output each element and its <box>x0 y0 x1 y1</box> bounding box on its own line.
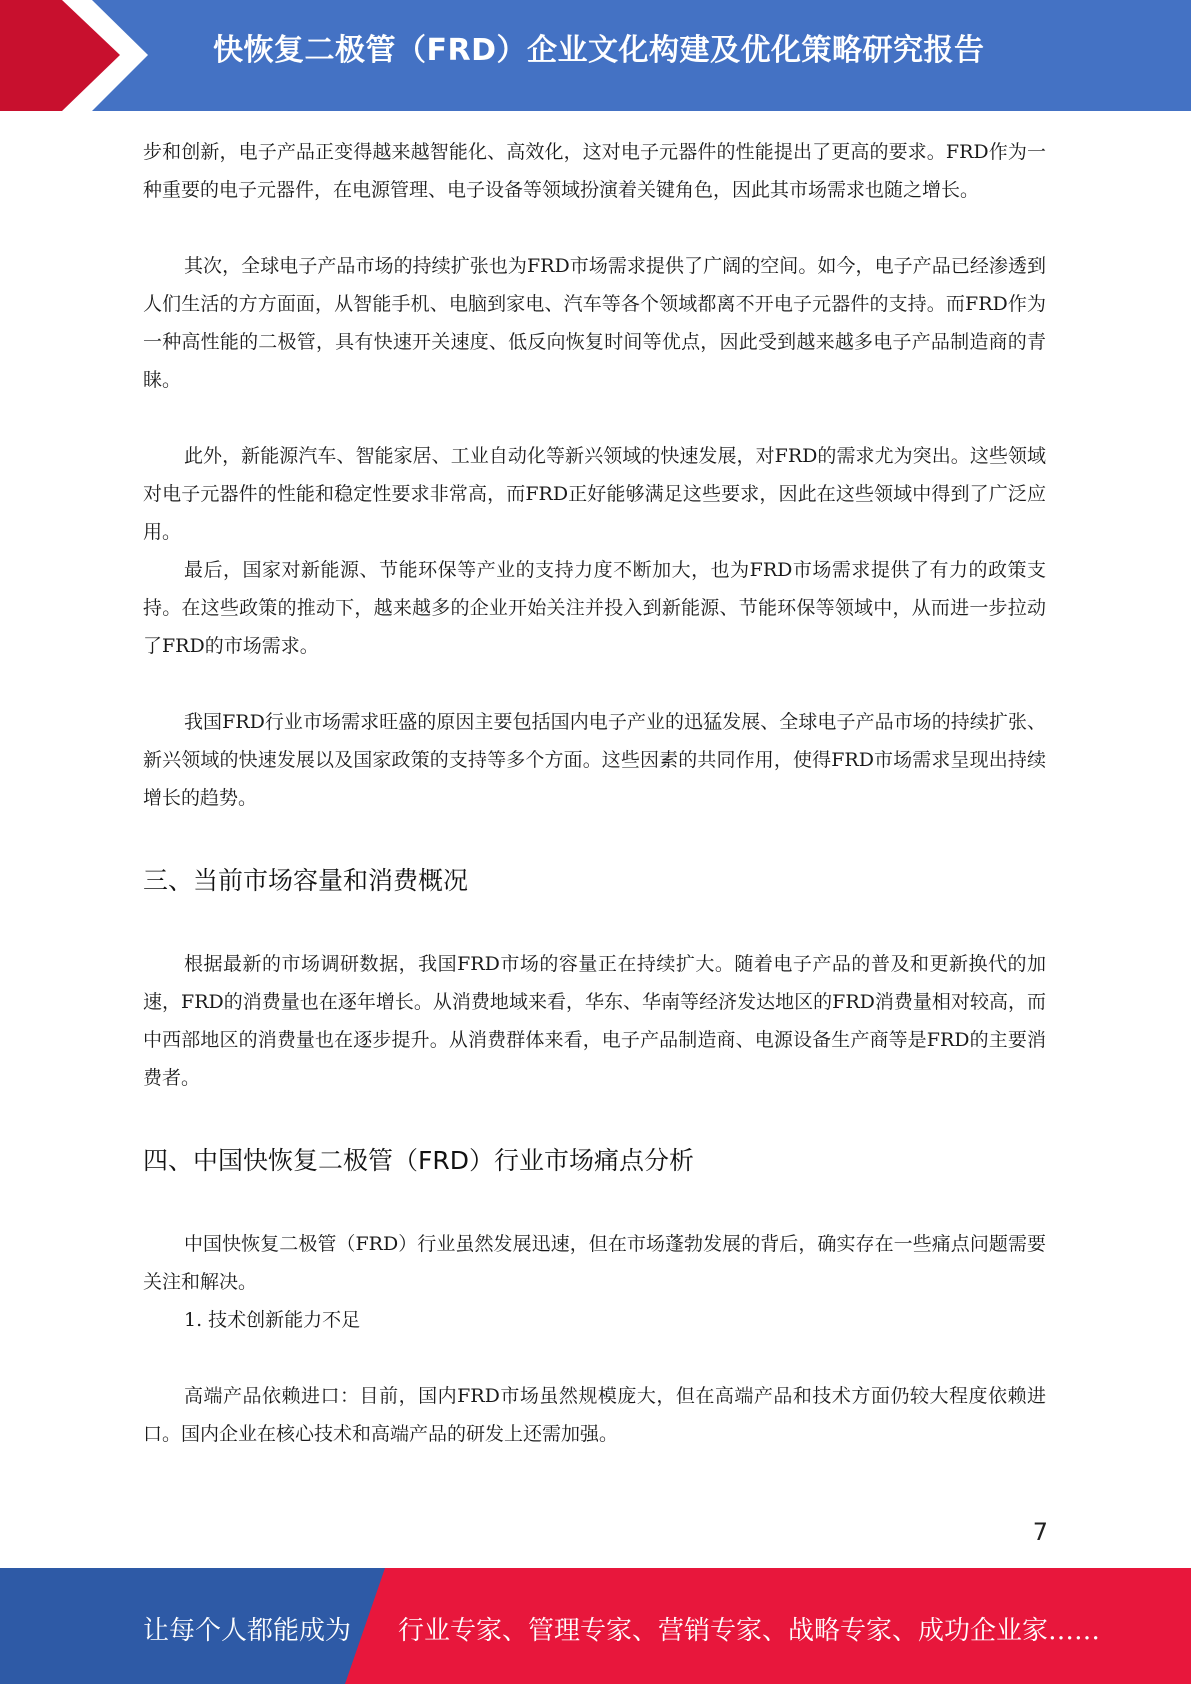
paragraph-policy-support: 最后，国家对新能源、节能环保等产业的支持力度不断加大，也为FRD市场需求提供了有力的政策支持。在这些政策的推动下，越来越多的企业开始关注并投入到新能源、节能环保等领域中，从而进一步拉动了FRD的市场需求。 <box>143 559 1046 657</box>
report-title: 快恢复二极管（FRD）企业文化构建及优化策略研究报告 <box>213 33 985 68</box>
page-footer <box>0 1568 1191 1684</box>
page-number: 7 <box>1032 1518 1048 1546</box>
paragraph-market-capacity: 根据最新的市场调研数据，我国FRD市场的容量正在持续扩大。随着电子产品的普及和更新换代的加速，FRD的消费量也在逐年增长。从消费地域来看，华东、华南等经济发达地区的FRD消费量相对较高，而中西部地区的消费量也在逐步提升。从消费群体来看，电子产品制造商、电源设备生产商等是FRD的主要消费者。 <box>143 953 1046 1089</box>
paragraph-continuation: 步和创新，电子产品正变得越来越智能化、高效化，这对电子元器件的性能提出了更高的要求。FRD作为一种重要的电子元器件，在电源管理、电子设备等领域扮演着关键角色，因此其市场需求也随之增长。 <box>143 141 1046 201</box>
paragraph-pain-points-intro: 中国快恢复二极管（FRD）行业虽然发展迅速，但在市场蓬勃发展的背后，确实存在一些痛点问题需要关注和解决。 <box>143 1233 1046 1293</box>
header-arrow-icon <box>0 0 160 111</box>
section-heading-4: 四、中国快恢复二极管（FRD）行业市场痛点分析 <box>143 1146 695 1175</box>
list-item: 1. 技术创新能力不足 <box>184 1309 361 1331</box>
page-header <box>0 0 1191 111</box>
document-body <box>143 133 1046 1453</box>
section-heading-3: 三、当前市场容量和消费概况 <box>143 866 469 895</box>
paragraph-emerging-fields: 此外，新能源汽车、智能家居、工业自动化等新兴领域的快速发展，对FRD的需求尤为突出。这些领域对电子元器件的性能和稳定性要求非常高，而FRD正好能够满足这些要求，因此在这些领域中得到了广泛应用。 <box>143 445 1046 543</box>
paragraph-summary: 我国FRD行业市场需求旺盛的原因主要包括国内电子产业的迅猛发展、全球电子产品市场的持续扩张、新兴领域的快速发展以及国家政策的支持等多个方面。这些因素的共同作用，使得FRD市场需求呈现出持续增长的趋势。 <box>143 711 1046 809</box>
footer-slogan-right: 行业专家、管理专家、营销专家、战略专家、成功企业家…… <box>398 1616 1101 1646</box>
paragraph-import-dependence: 高端产品依赖进口：目前，国内FRD市场虽然规模庞大，但在高端产品和技术方面仍较大程度依赖进口。国内企业在核心技术和高端产品的研发上还需加强。 <box>143 1385 1046 1445</box>
footer-slogan-left: 让每个人都能成为 <box>143 1616 352 1646</box>
paragraph-global-market: 其次，全球电子产品市场的持续扩张也为FRD市场需求提供了广阔的空间。如今，电子产品已经渗透到人们生活的方方面面，从智能手机、电脑到家电、汽车等各个领域都离不开电子元器件的支持。而FRD作为一种高性能的二极管，具有快速开关速度、低反向恢复时间等优点，因此受到越来越多电子产品制造商的青睐。 <box>143 255 1046 391</box>
